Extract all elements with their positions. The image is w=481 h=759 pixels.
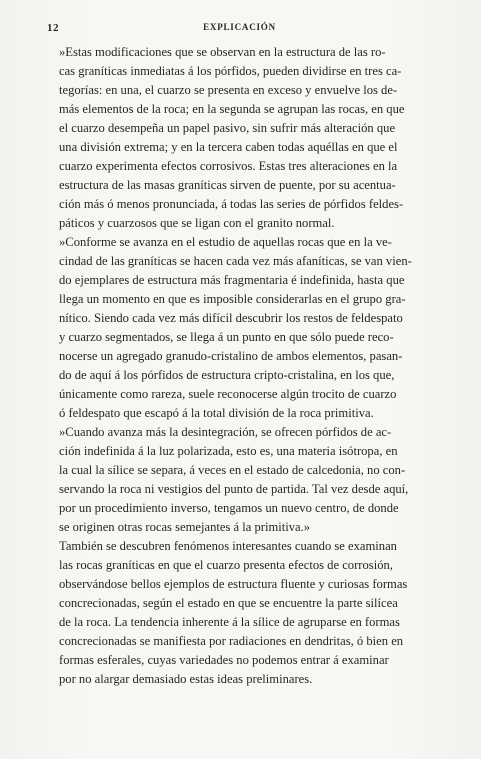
paragraph-line: se originen otras rocas semejantes á la primitiva.» bbox=[59, 520, 311, 534]
paragraph-line: únicamente como rareza, suele reconocerse algún trocito de cuarzo bbox=[59, 387, 397, 401]
paragraph-line: por no alargar demasiado estas ideas preliminares. bbox=[59, 672, 313, 686]
paragraph-line: estructura de las masas graníticas sirven de puente, por su acentua- bbox=[59, 178, 396, 192]
paragraph-modifications bbox=[47, 43, 432, 233]
paragraph-line: una división extrema; y en la tercera caben todas aquéllas en que el bbox=[59, 140, 398, 154]
paragraph-line: nítico. Siendo cada vez más difícil descubrir los restos de feldespato bbox=[59, 311, 403, 325]
paragraph-line: las rocas graníticas en que el cuarzo presenta efectos de corrosión, bbox=[59, 558, 393, 572]
paragraph-line: formas esferales, cuyas variedades no podemos entrar á examinar bbox=[59, 653, 389, 667]
paragraph-line: nocerse un agregado granudo-cristalino de ambos elementos, pasan- bbox=[59, 349, 403, 363]
running-head: EXPLICACIÓN bbox=[203, 22, 276, 32]
paragraph-line: la cual la sílice se separa, á veces en el estado de calcedonia, no con- bbox=[59, 463, 406, 477]
paragraph-line: También se descubren fenómenos interesantes cuando se examinan bbox=[59, 539, 397, 553]
paragraph-line: y cuarzo segmentados, se llega á un punto en que sólo puede reco- bbox=[59, 330, 394, 344]
paragraph-line: cuarzo experimenta efectos corrosivos. Estas tres alteraciones en la bbox=[59, 159, 398, 173]
paragraph-line: »Cuando avanza más la desintegración, se ofrecen pórfidos de ac- bbox=[59, 425, 392, 439]
paragraph-line: servando la roca ni vestigios del punto de partida. Tal vez desde aquí, bbox=[59, 482, 409, 496]
page-header bbox=[47, 22, 432, 38]
paragraph-line: de la roca. La tendencia inherente á la sílice de agruparse en formas bbox=[59, 615, 400, 629]
paragraph-line: concrecionadas se manifiesta por radiaciones en dendritas, ó bien en bbox=[59, 634, 404, 648]
paragraph-line: do ejemplares de estructura más fragmentaria é indefinida, hasta que bbox=[59, 273, 405, 287]
paragraph-silica-forms bbox=[47, 537, 432, 689]
paragraph-line: tegorías: en una, el cuarzo se presenta en exceso y envuelve los de- bbox=[59, 83, 398, 97]
paragraph-disintegration bbox=[47, 423, 432, 537]
paragraph-line: »Conforme se avanza en el estudio de aquellas rocas que en la ve- bbox=[59, 235, 392, 249]
paragraph-line: do de aquí á los pórfidos de estructura cripto-cristalina, en los que, bbox=[59, 368, 395, 382]
paragraph-line: por un procedimiento inverso, tengamos un nuevo centro, de donde bbox=[59, 501, 399, 515]
paragraph-line: ción más ó menos pronunciada, á todas las series de pórfidos feldes- bbox=[59, 197, 404, 211]
page-number: 12 bbox=[47, 22, 59, 34]
paragraph-line: ción indefinida á la luz polarizada, esto es, una materia isótropa, en bbox=[59, 444, 398, 458]
paragraph-line: cas graníticas inmediatas á los pórfidos, pueden dividirse en tres ca- bbox=[59, 64, 402, 78]
paragraph-line: más elementos de la roca; en la segunda se agrupan las rocas, en que bbox=[59, 102, 405, 116]
paragraph-line: cindad de las graníticas se hacen cada vez más afaníticas, se van vien- bbox=[59, 254, 412, 268]
paragraph-line: ó feldespato que escapó á la total división de la roca primitiva. bbox=[59, 406, 374, 420]
body-text bbox=[47, 43, 432, 689]
paragraph-line: páticos y cuarzosos que se ligan con el granito normal. bbox=[59, 216, 335, 230]
paragraph-granitic-study bbox=[47, 233, 432, 423]
paragraph-line: »Estas modificaciones que se observan en la estructura de las ro- bbox=[59, 45, 386, 59]
paragraph-line: el cuarzo desempeña un papel pasivo, sin sufrir más alteración que bbox=[59, 121, 396, 135]
paragraph-line: llega un momento en que es imposible considerarlas en el grupo gra- bbox=[59, 292, 406, 306]
paragraph-line: observándose bellos ejemplos de estructura fluente y curiosas formas bbox=[59, 577, 408, 591]
paragraph-line: concrecionadas, según el estado en que se encuentre la parte silícea bbox=[59, 596, 398, 610]
